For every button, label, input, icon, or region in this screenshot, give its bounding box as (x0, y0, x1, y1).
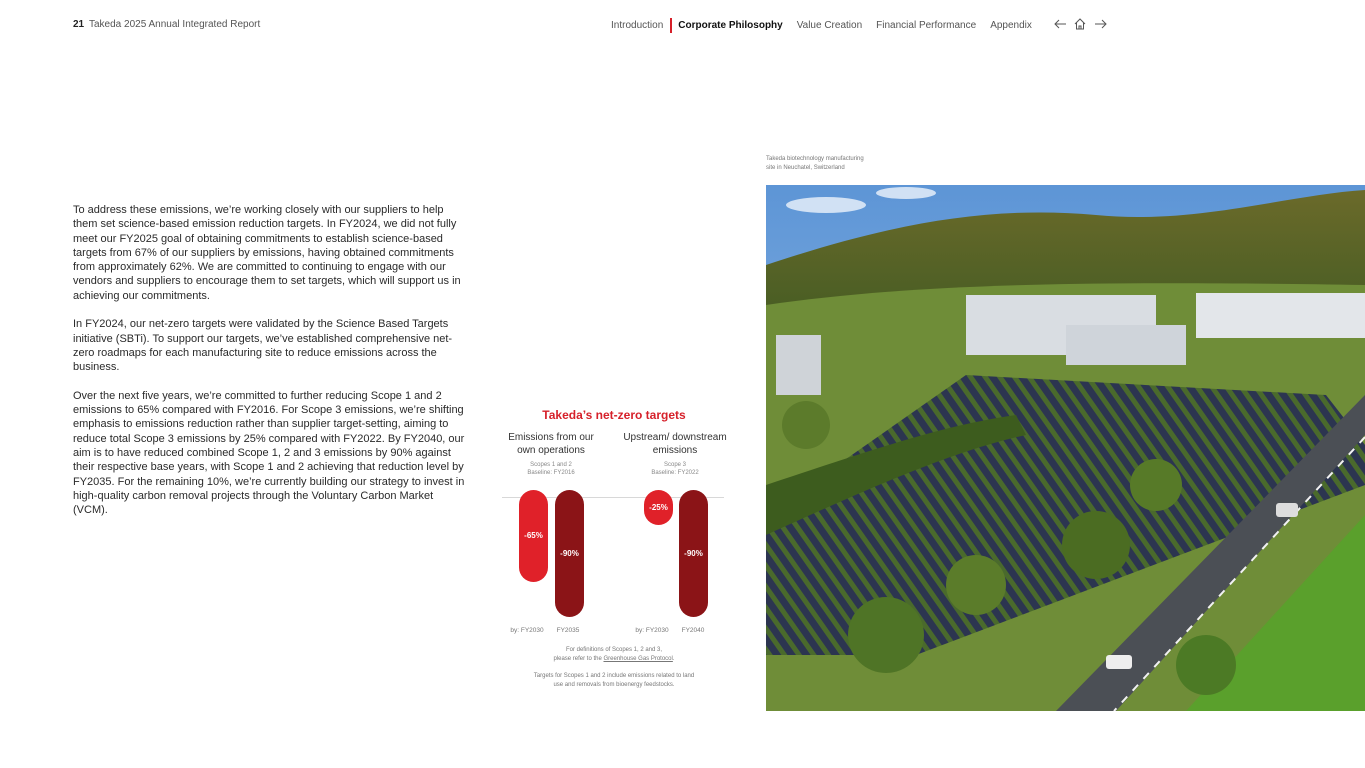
bar-year-label: by: FY2030 (635, 627, 669, 634)
group-sub-own-operations (500, 461, 602, 477)
definitions-line2 (498, 655, 730, 664)
home-icon[interactable] (1073, 16, 1087, 32)
arrow-left-icon[interactable] (1053, 16, 1067, 32)
photo-caption (766, 155, 906, 172)
arrow-right-icon[interactable] (1093, 16, 1107, 32)
chart-title: Takeda’s net-zero targets (542, 408, 686, 422)
group-title-own-operations: Emissions from our own operations (508, 432, 594, 456)
scope-note-line2: use and removals from bioenergy feedstocks. (553, 681, 675, 688)
paragraph-supplier-targets: To address these emissions, we’re working closely with our suppliers to help them set science-based emission reduction targets. In FY2024, we did not fully meet our FY2025 goal of obtaining commitments to establish science-based targets from 67% of our suppliers by emissions, having obtained commitments from approximately 62%. We are committed to continuing to engage with our vendors and suppliers to encourage them to set targets, which will support us in achieving our commitments. (73, 204, 461, 302)
group-baseline-label: Baseline: FY2016 (527, 470, 575, 476)
nav-appendix[interactable]: Appendix (990, 19, 1032, 31)
definitions-note (498, 646, 730, 663)
caption-line2: site in Neuchatel, Switzerland (766, 164, 845, 171)
bar-scope3-fy2030: -25% (644, 490, 673, 525)
site-photo (766, 185, 1365, 711)
group-baseline-label: Baseline: FY2022 (651, 470, 699, 476)
bar-year-label: FY2040 (681, 627, 705, 634)
page-number: 21 (73, 19, 85, 30)
nav-corporate-philosophy[interactable]: Corporate Philosophy (678, 19, 783, 31)
body-text (73, 203, 465, 532)
definitions-suffix: . (672, 655, 675, 662)
group-sub-upstream-downstream (618, 461, 732, 477)
group-title-upstream-downstream: Upstream/ downstream emissions (623, 432, 727, 456)
bar-own-ops-fy2030: -65% (519, 490, 548, 582)
page-header (0, 0, 1365, 50)
section-nav (611, 17, 1046, 33)
nav-introduction[interactable]: Introduction (611, 19, 664, 31)
scope-note-line1: Targets for Scopes 1 and 2 include emissions related to land (533, 673, 695, 679)
bar-own-ops-fy2035: -90% (555, 490, 584, 617)
nav-active-indicator (670, 18, 672, 33)
site-photo-illustration (766, 185, 1365, 711)
scope-note (498, 672, 730, 689)
nav-financial-performance[interactable]: Financial Performance (876, 19, 977, 31)
nav-value-creation[interactable]: Value Creation (796, 19, 863, 31)
bar-scope3-fy2040: -90% (679, 490, 708, 617)
paragraph-five-year-plan: Over the next five years, we’re committed to further reducing Scope 1 and 2 emissions to 65% compared with FY2016. For Scope 3 emissions, we’re shifting emphasis to emissions reduction rather than supplier target-setting, aiming to reduce total Scope 3 emissions by 25% compared with FY2022. By FY2040, our aim is to have reduced combined Scope 1, 2 and 3 emissions by 90% against their respective base years, with Scope 1 and 2 achieving that reduction level by FY2035. For the remaining 10%, we’re currently building our strategy to invest in high-quality carbon removal projects through the Voluntary Carbon Market (VCM). (73, 389, 465, 517)
nav-icons (1053, 16, 1107, 32)
bar-year-label: FY2035 (556, 627, 580, 634)
net-zero-chart (498, 404, 730, 704)
caption-line1: Takeda biotechnology manufacturing (766, 156, 864, 162)
group-scope-label: Scopes 1 and 2 (530, 462, 572, 468)
definitions-text: please refer to the (553, 655, 604, 662)
bar-year-label: by: FY2030 (510, 627, 544, 634)
paragraph-sbti-validation: In FY2024, our net-zero targets were validated by the Science Based Targets initiative (SBTi). To support our targets, we’ve established comprehensive net-zero roadmaps for each manufacturing site to reduce emissions across the business. (73, 318, 453, 374)
greenhouse-gas-protocol-link[interactable]: Greenhouse Gas Protocol (603, 655, 673, 662)
definitions-line1: For definitions of Scopes 1, 2 and 3, (565, 647, 663, 653)
report-title: Takeda 2025 Annual Integrated Report (89, 19, 261, 30)
group-scope-label: Scope 3 (663, 462, 687, 468)
